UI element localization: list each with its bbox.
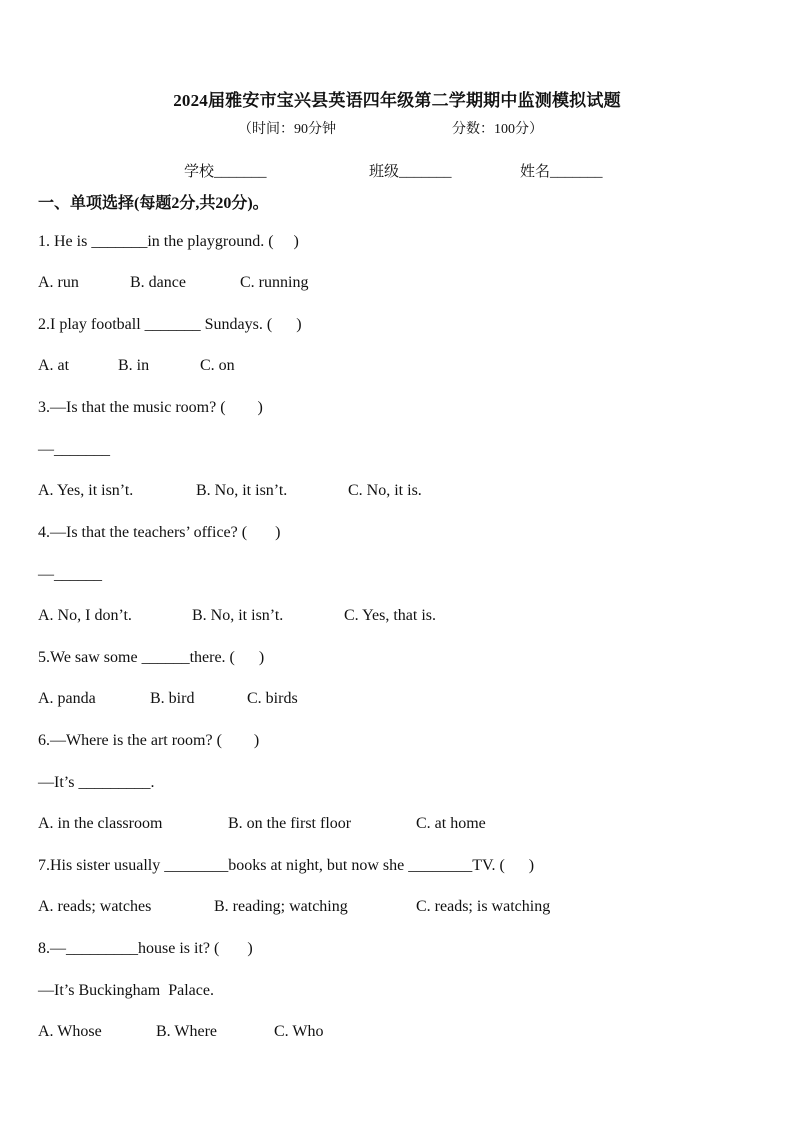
question-2-stem: 2.I play football _______ Sundays. ( ) xyxy=(38,316,302,333)
question-4-option-a: A. No, I don’t. xyxy=(38,607,132,624)
question-2-option-b: B. in xyxy=(118,357,150,374)
name-field: 姓名_______ xyxy=(520,164,603,180)
question-3-option-b: B. No, it isn’t. xyxy=(196,482,288,499)
question-8-option-b: B. Where xyxy=(156,1023,218,1040)
exam-score: 分数：100分） xyxy=(452,122,543,137)
section-title: 一、单项选择(每题2分,共20分)。 xyxy=(38,195,269,212)
page-title: 2024届雅安市宝兴县英语四年级第二学期期中监测模拟试题 xyxy=(173,91,621,110)
question-6-stem: 6.—Where is the art room? ( ) xyxy=(38,732,260,749)
question-5-option-b: B. bird xyxy=(150,690,195,707)
question-5-option-a: A. panda xyxy=(38,690,96,707)
question-8-option-c: C. Who xyxy=(274,1023,324,1040)
question-3-stem: 3.—Is that the music room? ( ) xyxy=(38,399,263,416)
question-8-option-a: A. Whose xyxy=(38,1023,102,1040)
question-5-option-c: C. birds xyxy=(247,690,298,707)
question-4-stem: 4.—Is that the teachers’ office? ( ) xyxy=(38,524,281,541)
question-4-answer-line: —______ xyxy=(38,566,102,583)
question-3-option-a: A. Yes, it isn’t. xyxy=(38,482,134,499)
question-2-option-a: A. at xyxy=(38,357,70,374)
question-1-option-c: C. running xyxy=(240,274,309,291)
question-1-stem: 1. He is _______in the playground. ( ) xyxy=(38,233,299,250)
question-4-option-c: C. Yes, that is. xyxy=(344,607,437,624)
question-4-option-b: B. No, it isn’t. xyxy=(192,607,284,624)
question-3-answer-line: —_______ xyxy=(38,441,110,458)
question-8-answer-line: —It’s Buckingham Palace. xyxy=(38,982,214,999)
question-7-option-c: C. reads; is watching xyxy=(416,898,551,915)
school-field: 学校_______ xyxy=(184,164,267,180)
exam-time: （时间：90分钟 xyxy=(238,122,336,137)
question-5-stem: 5.We saw some ______there. ( ) xyxy=(38,649,265,666)
class-field: 班级_______ xyxy=(369,164,452,180)
question-6-option-a: A. in the classroom xyxy=(38,815,163,832)
question-6-option-c: C. at home xyxy=(416,815,486,832)
question-6-answer-line: —It’s _________. xyxy=(38,774,155,791)
question-8-stem: 8.—_________house is it? ( ) xyxy=(38,940,253,957)
question-7-option-a: A. reads; watches xyxy=(38,898,152,915)
question-1-option-b: B. dance xyxy=(130,274,186,291)
question-6-option-b: B. on the first floor xyxy=(228,815,352,832)
question-2-option-c: C. on xyxy=(200,357,235,374)
question-1-option-a: A. run xyxy=(38,274,79,291)
question-7-option-b: B. reading; watching xyxy=(214,898,348,915)
question-7-stem: 7.His sister usually ________books at night, but now she ________TV. ( ) xyxy=(38,857,535,874)
question-3-option-c: C. No, it is. xyxy=(348,482,422,499)
